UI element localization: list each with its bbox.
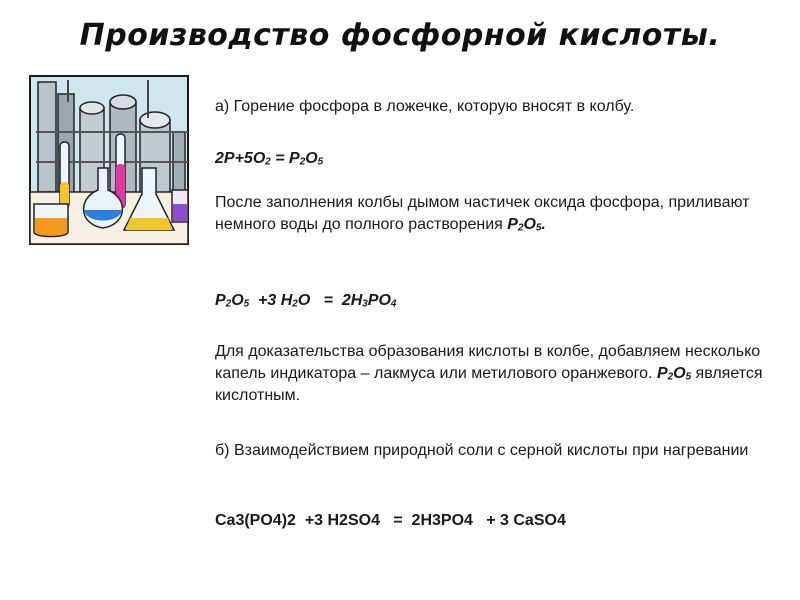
paragraph-dissolution: После заполнения колбы дымом частичек оксида фосфора, приливают немного воды до полного растворения $P_2O_5$. (215, 194, 750, 234)
laboratory-illustration (28, 72, 192, 252)
equation-salt-reaction: Ca3(PO4)2 +3 H2SO4 = 2H3PO4 + 3 CaSO4 (215, 512, 566, 529)
slide-title: Производство фосфорной кислоты. (79, 18, 721, 53)
section-a-text: а) Горение фосфора в ложечке, которую вносят в колбу. (215, 98, 635, 115)
section-b-text: б) Взаимодействием природной соли с серной кислоты при нагревании (215, 442, 749, 459)
equation-hydration: $P_2O_5 +3$ $H_2O = 2H_3PO_4$ (215, 292, 397, 310)
equation-combustion: $2P+5O_2 = P_2O_5$ (215, 150, 324, 168)
paragraph-indicator: Для доказательства образования кислоты в колбе, добавляем несколько капель индикатора – лакмуса или метилового оранжевого. $P_2O_5$ является кислотным. (215, 343, 763, 404)
